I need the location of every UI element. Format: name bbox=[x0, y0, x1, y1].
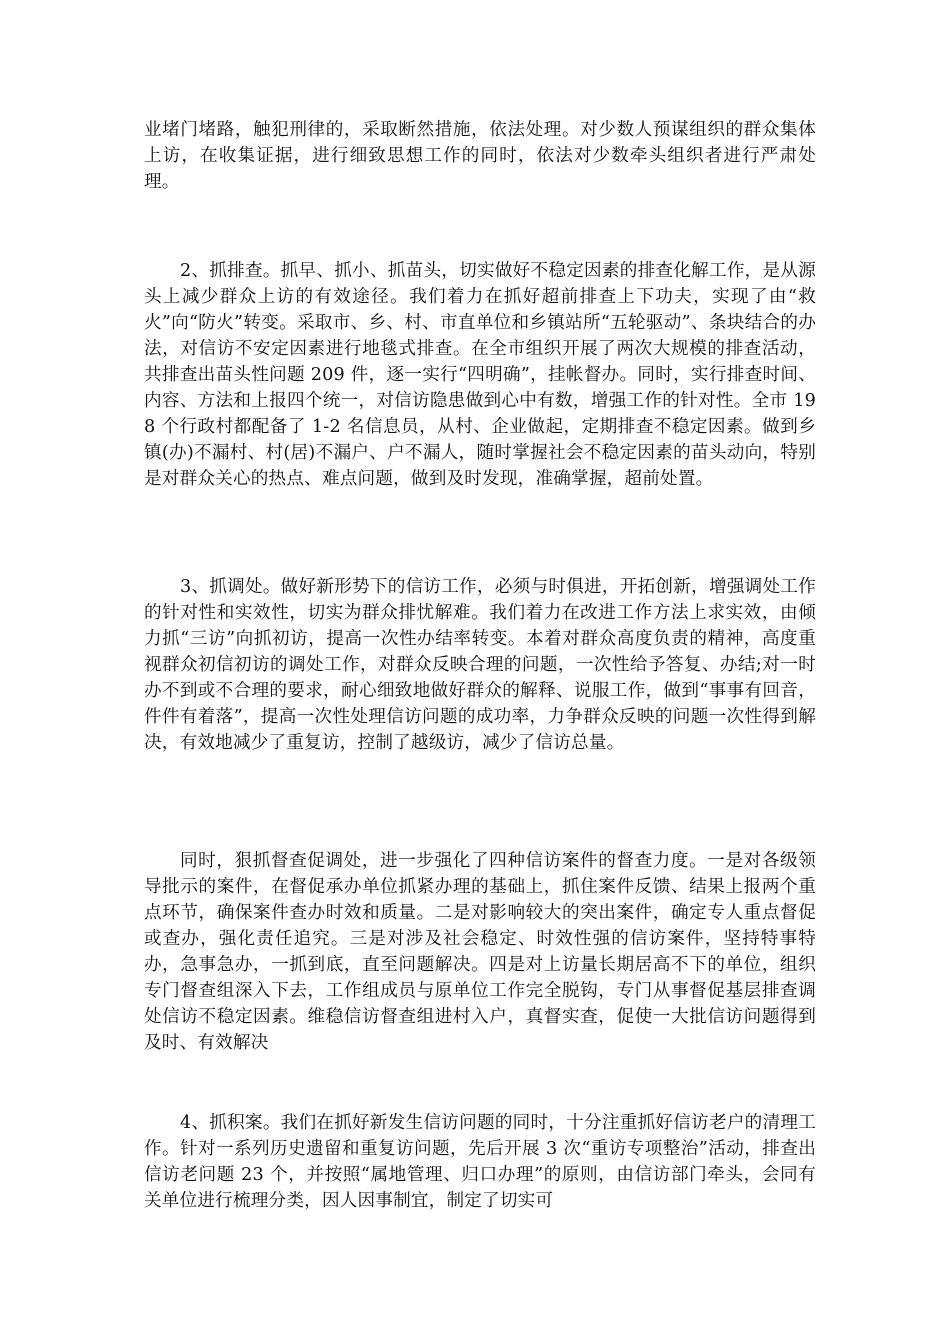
paragraph-backlog-cases: 4、抓积案。我们在抓好新发生信访问题的同时，十分注重抓好信访老户的清理工作。针对一系列历史遗留和重复访问题，先后开展 3 次“重访专项整治”活动，排查出信访老问题 23 个，并按照“属地管理、归口办理”的原则，由信访部门牵头，会同有关单位进行梳理分类，因人因事制宜，制定了切实可 bbox=[144, 1113, 816, 1211]
paragraph-investigation: 2、抓排查。抓早、抓小、抓苗头，切实做好不稳定因素的排查化解工作，是从源头上减少群众上访的有效途径。我们着力在抓好超前排查上下功夫，实现了由“救火”向“防火”转变。采取市、乡、村、市直单位和乡镇站所“五轮驱动”、条块结合的办法，对信访不安定因素进行地毯式排查。在全市组织开展了两次大规模的排查活动，共排查出苗头性问题 209 件，逐一实行“四明确”，挂帐督办。同时，实行排查时间、内容、方法和上报四个统一，对信访隐患做到心中有数，增强工作的针对性。全市 198 个行政村都配备了 1-2 名信息员，从村、企业做起，定期排查不稳定因素。做到乡镇(办)不漏村、村(居)不漏户、户不漏人，随时掌握社会不稳定因素的苗头动向，特别是对群众关心的热点、难点问题，做到及时发现，准确掌握，超前处置。 bbox=[144, 261, 816, 489]
paragraph-supervision: 同时，狠抓督查促调处，进一步强化了四种信访案件的督查力度。一是对各级领导批示的案件，在督促承办单位抓紧办理的基础上，抓住案件反馈、结果上报两个重点环节，确保案件查办时效和质量。二是对影响较大的突出案件，确定专人重点督促或查办，强化责任追究。三是对涉及社会稳定、时效性强的信访案件，坚持特事特办，急事急办，一抓到底，直至问题解决。四是对上访量长期居高不下的单位，组织专门督查组深入下去，工作组成员与原单位工作完全脱钩，专门从事督促基层排查调处信访不稳定因素。维稳信访督查组进村入户，真督实查，促使一大批信访问题得到及时、有效解决 bbox=[144, 851, 816, 1053]
paragraph-continuation: 业堵门堵路，触犯刑律的，采取断然措施，依法处理。对少数人预谋组织的群众集体上访，在收集证据，进行细致思想工作的同时，依法对少数牵头组织者进行严肃处理。 bbox=[144, 120, 816, 192]
paragraph-mediation: 3、抓调处。做好新形势下的信访工作，必须与时俱进，开拓创新，增强调处工作的针对性和实效性，切实为群众排忧解难。我们着力在改进工作方法上求实效，由倾力抓“三访”向抓初访，提高一次性办结率转变。本着对群众高度负责的精神，高度重视群众初信初访的调处工作，对群众反映合理的问题，一次性给予答复、办结;对一时办不到或不合理的要求，耐心细致地做好群众的解释、说服工作，做到“事事有回音，件件有着落”，提高一次性处理信访问题的成功率，力争群众反映的问题一次性得到解决，有效地减少了重复访，控制了越级访，减少了信访总量。 bbox=[144, 577, 816, 753]
